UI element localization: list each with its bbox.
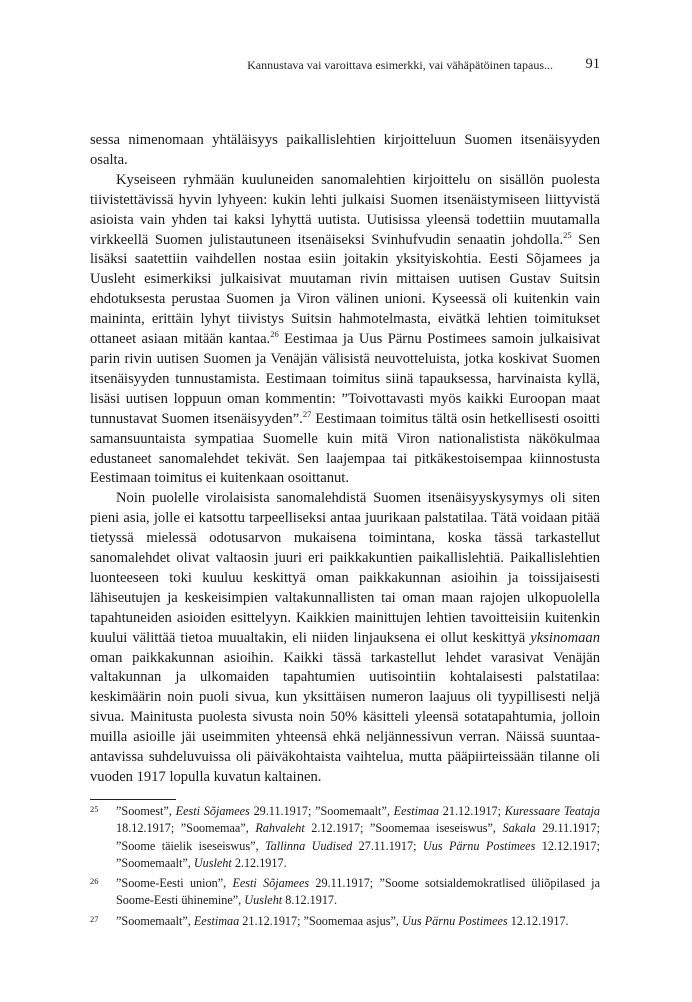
text-segment: Eestimaan toimitus tältä osin hetkellisesti osoitti samansuuntaista sympatiaa Suomelle kuin mitä Viron nationalistista näkökulmaa edustaneet sanomalehdet tekivät. Sen laajempaa tai pitkäkestoisempaa kiinnostusta Eestimaan toimitus ei kuitenkaan osoittanut. — [90, 410, 601, 487]
italic-text: Uus Pärnu Postimees — [402, 913, 508, 928]
text-segment: 27.11.1917; — [352, 838, 423, 853]
italic-text: Uusleht — [193, 855, 232, 870]
paragraph — [90, 171, 600, 490]
footnote-number: 26 — [90, 876, 99, 887]
text-segment: 2.12.1917; ”Soomemaa iseseiswus”, — [304, 821, 503, 836]
text-segment: 12.12.1917. — [507, 913, 569, 928]
italic-text: Eesti Sõjamees — [175, 804, 250, 818]
italic-text: Eesti Sõjamees — [232, 876, 310, 891]
italic-text: Eestimaa — [393, 804, 440, 818]
paragraph — [90, 489, 600, 788]
running-head — [90, 54, 600, 74]
footnote-number: 27 — [90, 913, 99, 924]
footnotes — [90, 803, 600, 933]
text-segment: 2.12.1917. — [231, 855, 287, 870]
footnote-text — [116, 876, 600, 907]
footnote — [90, 913, 600, 930]
text-segment: 21.12.1917; — [439, 804, 505, 818]
footnote — [90, 875, 600, 910]
text-segment: 29.11.1917; ”Soome täielik iseseiswus”, — [116, 821, 601, 853]
text-segment: 29.11.1917; ”Soome sotsialdemokratlised üliõpilased ja Soome-Eesti ühinemine”, — [116, 876, 600, 908]
text-segment: 8.12.1917. — [282, 893, 338, 908]
italic-text: Kuressaare Teataja — [504, 804, 600, 818]
text-segment: sessa nimenomaan yhtäläisyys paikallislehtien kirjoitteluun Suomen itsenäisyyden osalta. — [90, 132, 600, 168]
footnote-number: 25 — [90, 804, 99, 814]
footnote — [90, 803, 600, 872]
footnote-reference[interactable]: 27 — [302, 408, 312, 419]
text-segment: Sen lisäksi saatettiin vaihdellen nostaa esiin joitakin yksityiskohtia. Eesti Sõjamees ja Uusleht esimerkiksi julkaisivat muutaman rivin mittaisen uutisen Gustav Suitsin ehdotuksesta perustaa Suomen ja Viron välinen unioni. Kyseessä oli kuitenkin vain maininta, erittäin lyhyt tiivistys Suitsin hahmotelmasta, eivätkä lehtien toimitukset ottaneet asiaan mitään kantaa. — [90, 231, 600, 348]
text-segment: 29.11.1917; ”Soomemaalt”, — [249, 804, 394, 818]
text-segment: Kyseiseen ryhmään kuuluneiden sanomalehtien kirjoittelu on sisällön puolesta tiivistettävissä hyvin lyhyeen: kukin lehti julkaisi Suomen itsenäistymiseen liittyvistä asioista vain yhden tai kaksi lyhyttä uutista. Uutisissa yleensä todettiin muutamalla virkkeellä Suomen julistautuneen itsenäiseksi Svinhufvudin senaatin johdolla. — [90, 171, 600, 248]
text-segment: 12.12.1917; ”Soomemaalt”, — [116, 838, 601, 870]
footnote-reference[interactable]: 25 — [563, 229, 572, 240]
text-segment: 21.12.1917; ”Soomemaa asjus”, — [239, 913, 403, 928]
footnote-reference[interactable]: 26 — [270, 329, 279, 340]
text-segment: ”Soome-Eesti union”, — [116, 876, 233, 891]
main-text — [90, 131, 600, 788]
paragraph — [90, 131, 600, 171]
italic-text: Sakala — [502, 821, 536, 836]
text-segment: ”Soomest”, — [116, 804, 176, 818]
text-segment: ”Soomemaalt”, — [116, 913, 194, 928]
text-segment: Noin puolelle virolaisista sanomalehdistä Suomen itsenäisyyskysymys oli siten pieni asia, jolle ei katsottu tarpeelliseksi antaa juurikaan palstatilaa. Tätä voidaan pitää tietyssä mielessä odotusarvon mukaisena toimintana, koska tässä tarkastellut sanomalehdet olivat valtaosin juuri eri paikkakuntien paikallislehtiä. Paikallislehtien luonteeseen toki kuuluu keskittyä oman paikkakunnan asioihin ja toissijaisesti lähiseutujen ja keskeisimpien valtakunnallisten tai oman maan rajojen ulkopuolella tapahtuneiden asioiden esittelyyn. Kaikkien mainittujen lehtien tavoitteisiin kuitenkin kuului välittää tietoa muualtakin, eli niiden linjauksena ei ollut keskittyä — [90, 490, 600, 646]
text-segment: oman paikkakunnan asioihin. Kaikki tässä tarkastellut lehdet varasivat Venäjän valtakunnan ja ulkomaiden tapahtumien uutisointiin kohtalaisesti palstatilaa: keskimäärin noin puoli sivua, kun yksittäisen numeron laajuus oli tyypillisesti neljä sivua. Mainitusta puolesta sivusta noin 50% käsitteli yleensä sotatapahtumia, jolloin muilla asioille jäi useimmiten yhteensä ehkä neljännessivun verran. Näissä suuntaa-antavissa suhdeluvuissa oli päiväkohtaista vaihtelua, mutta pääpiirteissään tilanne oli vuoden 1917 lopulla kuvatun kaltainen. — [90, 649, 600, 785]
italic-text: Eestimaa — [193, 913, 240, 928]
text-segment: Eestimaa ja Uus Pärnu Postimees samoin julkaisivat parin rivin uutisen Suomen ja Venäjän välisistä neuvotteluista, jotka koskivat Suomen itsenäisyyden tunnustamista. Eestimaan toimitus siinä tapauksessa, harvinaista kyllä, lisäsi uutisen loppuun oman kommentin: ”Toivottavasti myös kaikki Euroopan maat tunnustavat Suomen itsenäisyyden”. — [90, 331, 600, 427]
footnote-separator — [90, 799, 176, 800]
footnote-text — [116, 804, 600, 870]
italic-text: Tallinna Uudised — [264, 838, 353, 853]
text-segment: 18.12.1917; ”Soomemaa”, — [116, 821, 256, 836]
italic-text: Uusleht — [244, 893, 283, 908]
page-number: 91 — [585, 56, 600, 72]
italic-text: Rahvaleht — [255, 821, 305, 836]
footnote-text — [116, 914, 569, 928]
running-head-title: Kannustava vai varoittava esimerkki, vai vähäpätöinen tapaus... — [247, 58, 553, 72]
italic-text: Uus Pärnu Postimees — [422, 838, 536, 853]
italic-text: yksinomaan — [530, 629, 600, 646]
